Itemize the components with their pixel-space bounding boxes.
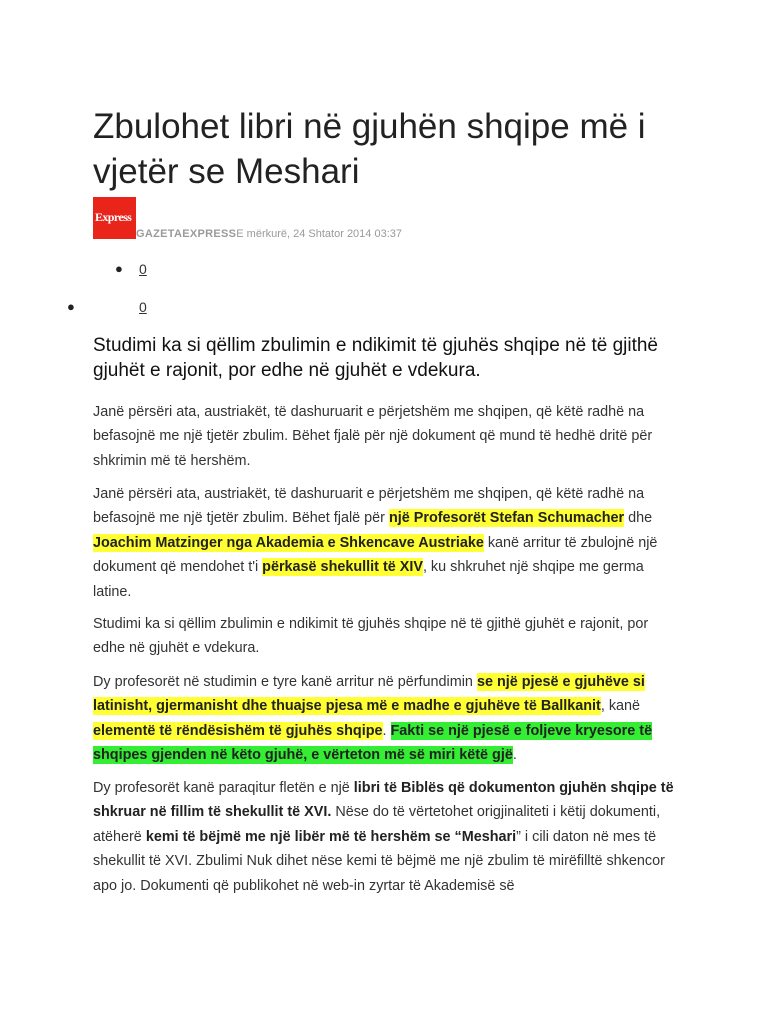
paragraph-5: [93, 776, 683, 898]
bullet-icon: ●: [67, 299, 75, 314]
text-segment: ” i cili daton në mes të shekullit të XVI. Zbulimi Nuk dihet nëse kemi të bëjmë me një zbulim të mirëfilltë shkencor apo jo. Dokumenti që publikohet në web-in zyrtar të Akademisë së: [93, 828, 665, 894]
text-segment: Nëse do të vërtetohet origjinaliteti i këtij dokumenti, atëherë: [93, 804, 661, 845]
text-segment: , kanë: [600, 698, 641, 715]
bold-text: libri të Biblës që dokumenton gjuhën shqipe të shkruar në fillim të shekullit të XVI.: [93, 780, 674, 821]
highlight-green: Fakti se një pjesë e foljeve kryesore të shqipes gjenden në këto gjuhë, e vërteton më së miri këtë gjë: [93, 722, 653, 764]
text-segment: Dy profesorët kanë paraqitur fletën e një: [93, 780, 354, 796]
text-segment: Janë përsëri ata, austriakët, të dashuruarit e përjetshëm me shqipen, që këtë radhë na befasojnë me një tjetër zbulim. Bëhet fjalë për: [93, 486, 645, 527]
comment-count-link[interactable]: 0: [139, 299, 147, 315]
highlight-yellow: Joachim Matzinger nga Akademia e Shkencave Austriake: [93, 534, 484, 551]
text-segment: , ku shkruhet një shqipe me germa latine.: [93, 559, 644, 600]
text-segment: .: [512, 747, 517, 764]
article-lead: Studimi ka si qëllim zbulimin e ndikimit të gjuhës shqipe në të gjithë gjuhët e rajonit, por edhe në gjuhët e vdekura.: [93, 335, 658, 381]
highlight-yellow: një Profesorët Stefan Schumacher: [388, 510, 625, 527]
express-logo[interactable]: Express: [93, 197, 136, 239]
paragraph-2: [93, 482, 683, 604]
bold-text: kemi të bëjmë me një libër më të hershëm se “Meshari: [145, 828, 517, 845]
highlight-yellow: përkasë shekullit të XIV: [262, 559, 423, 576]
byline-text: [136, 228, 402, 240]
share-item-2: [0, 299, 160, 319]
share-item-1: [0, 261, 160, 281]
text-segment: Dy profesorët në studimin e tyre kanë arritur në përfundimin: [93, 674, 477, 690]
paragraph-3: Studimi ka si qëllim zbulimin e ndikimit të gjuhës shqipe në të gjithë gjuhët e rajonit, por edhe në gjuhët e vdekura.: [93, 616, 649, 657]
author-link[interactable]: GAZETAEXPRESS: [136, 228, 237, 240]
paragraph-1: Janë përsëri ata, austriakët, të dashuruarit e përjetshëm me shqipen, që këtë radhë na befasojnë me një tjetër zbulim. Bëhet fjalë për një dokument që mund të hedhë dritë për shkrimin më të hershëm.: [93, 404, 653, 469]
text-segment: .: [382, 722, 391, 739]
highlight-yellow: elementë të rëndësishëm të gjuhës shqipe: [93, 722, 383, 739]
publish-date: E mërkurë, 24 Shtator 2014 03:37: [236, 228, 402, 240]
article-title: Zbulohet libri në gjuhën shqipe më i vjetër se Meshari: [93, 107, 646, 191]
paragraph-4: [93, 670, 683, 768]
share-count-link[interactable]: 0: [139, 261, 147, 277]
text-segment: kanë arritur të zbulojnë një dokument që mendohet t'i: [93, 534, 658, 576]
text-segment: dhe: [624, 510, 653, 527]
highlight-yellow: se një pjesë e gjuhëve si latinisht, gjermanisht dhe thuajse pjesa më e madhe e gjuhëve të Ballkanit: [93, 674, 645, 715]
bullet-icon: ●: [115, 261, 123, 276]
